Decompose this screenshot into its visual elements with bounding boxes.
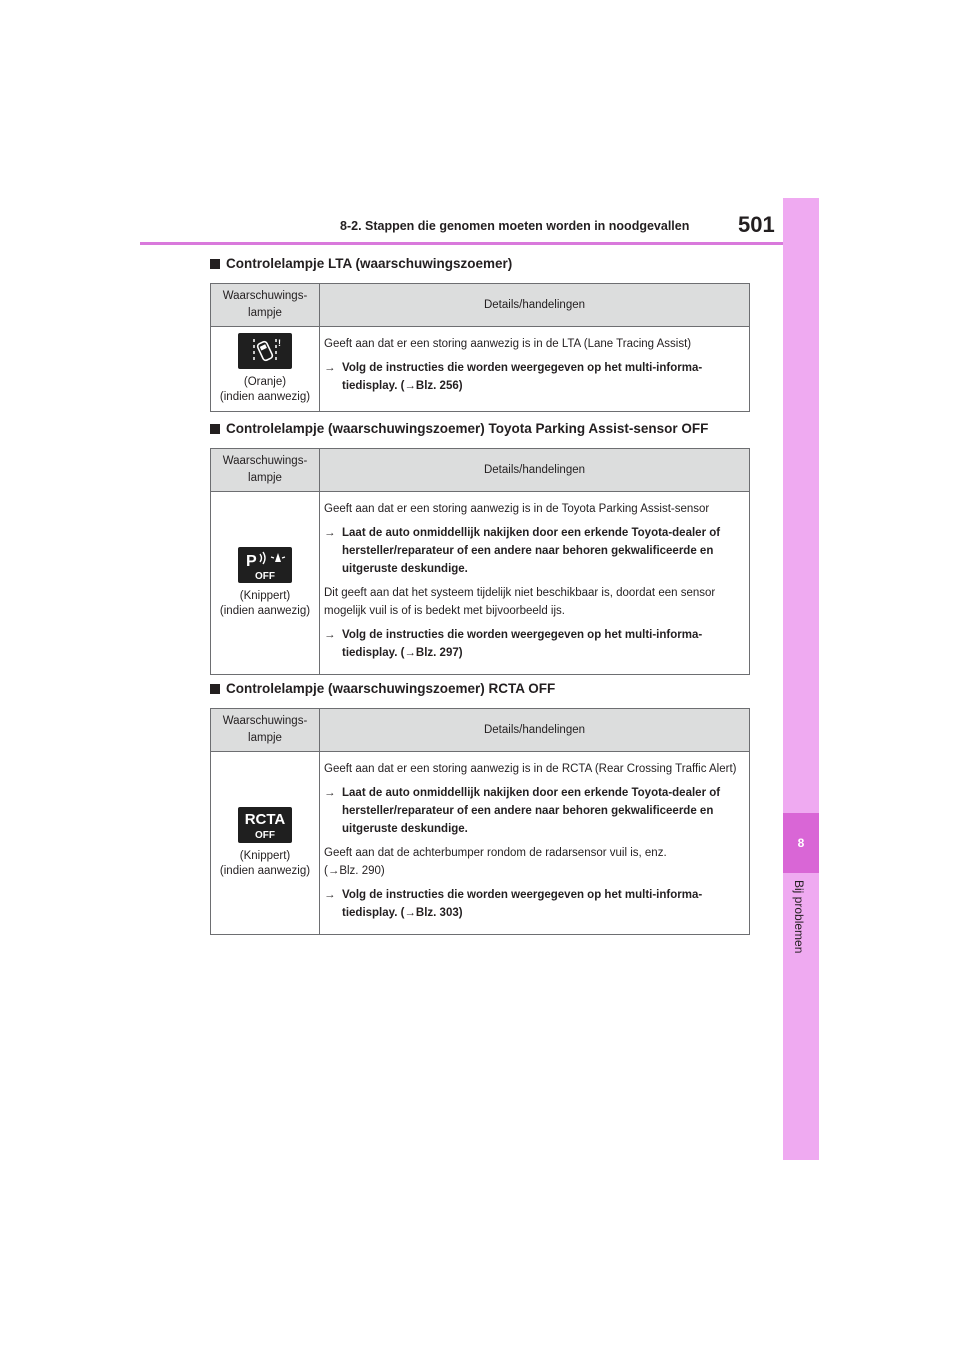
bullet-square-icon bbox=[210, 684, 220, 694]
arrow-icon: → bbox=[324, 629, 336, 641]
detail-text: Geeft aan dat er een storing aanwezig is in de RCTA (Rear Crossing Traffic Alert) bbox=[324, 763, 737, 775]
lamp-cell bbox=[211, 752, 320, 935]
lamp-cell bbox=[211, 327, 320, 412]
page-number: 501 bbox=[738, 212, 775, 237]
chapter-number: 8 bbox=[783, 813, 819, 873]
col-header-lamp: Waarschuwings- lampje bbox=[211, 449, 320, 492]
arrow-icon: → bbox=[324, 787, 336, 799]
page-reference: (→Blz. 290) bbox=[324, 865, 385, 877]
col-header-details: Details/handelingen bbox=[320, 709, 750, 752]
lamp-availability-note: (indien aanwezig) bbox=[219, 391, 311, 403]
instruction-text: Volg de instructies die worden weergegeven op het multi-informatiedisplay. (→Blz. 303) bbox=[342, 889, 703, 919]
section-heading-lta bbox=[210, 256, 512, 271]
detail-text: Geeft aan dat de achterbumper rondom de radarsensor vuil is, enz. bbox=[324, 847, 667, 859]
rcta-off-icon bbox=[238, 807, 292, 843]
instruction-item bbox=[324, 626, 744, 662]
detail-text: Geeft aan dat er een storing aanwezig is in de LTA (Lane Tracing Assist) bbox=[324, 338, 692, 350]
arrow-icon: → bbox=[324, 527, 336, 539]
instruction-item bbox=[324, 524, 744, 578]
svg-text:!: ! bbox=[278, 338, 281, 348]
arrow-icon: → bbox=[324, 362, 336, 374]
col-header-details: Details/handelingen bbox=[320, 449, 750, 492]
instruction-text: Volg de instructies die worden weergegeven op het multi-informatiedisplay. (→Blz. 256) bbox=[342, 362, 703, 392]
table-header-row bbox=[211, 284, 750, 327]
detail-text: Dit geeft aan dat het systeem tijdelijk niet beschikbaar is, doordat een sensor mogelijk vuil is of is bedekt met bijvoorbeeld ijs. bbox=[324, 587, 716, 617]
instruction-item bbox=[324, 886, 744, 922]
warning-table-rcta bbox=[210, 708, 750, 935]
warning-table-lta bbox=[210, 283, 750, 412]
details-cell bbox=[320, 327, 750, 412]
lta-warning-icon bbox=[238, 333, 292, 369]
instruction-text: Laat de auto onmiddellijk nakijken door een erkende Toyota-dealer of hersteller/reparateur of een andere naar behoren gekwalificeerde en uitgeruste deskundige. bbox=[342, 527, 721, 575]
page-section-title: 8-2. Stappen die genomen moeten worden in noodgevallen bbox=[340, 219, 690, 233]
lamp-availability-note: (indien aanwezig) bbox=[219, 605, 311, 617]
icon-label-top: RCTA bbox=[244, 811, 286, 828]
parking-sensor-off-icon bbox=[238, 547, 292, 583]
table-row bbox=[211, 752, 750, 935]
lamp-blink-note: (Knippert) bbox=[239, 850, 291, 862]
instruction-item bbox=[324, 359, 744, 395]
table-row bbox=[211, 327, 750, 412]
lamp-blink-note: (Knippert) bbox=[239, 590, 291, 602]
details-cell bbox=[320, 492, 750, 675]
bullet-square-icon bbox=[210, 259, 220, 269]
section-heading-parking-assist bbox=[210, 421, 708, 436]
lamp-color-note: (Oranje) bbox=[243, 376, 287, 388]
col-header-details: Details/handelingen bbox=[320, 284, 750, 327]
table-header-row bbox=[211, 709, 750, 752]
bullet-square-icon bbox=[210, 424, 220, 434]
svg-text:P: P bbox=[246, 553, 257, 570]
chapter-side-tab bbox=[783, 198, 819, 1160]
arrow-icon: → bbox=[324, 889, 336, 901]
icon-label: OFF bbox=[255, 571, 275, 582]
warning-table-parking-assist bbox=[210, 448, 750, 675]
col-header-lamp: Waarschuwings- lampje bbox=[211, 284, 320, 327]
chapter-label: Bij problemen bbox=[792, 880, 806, 954]
table-header-row bbox=[211, 449, 750, 492]
detail-text: Geeft aan dat er een storing aanwezig is in de Toyota Parking Assist-sensor bbox=[324, 503, 710, 515]
table-row bbox=[211, 492, 750, 675]
section-heading-text: Controlelampje LTA (waarschuwingszoemer) bbox=[226, 256, 513, 271]
header-divider bbox=[140, 242, 783, 245]
lamp-availability-note: (indien aanwezig) bbox=[219, 865, 311, 877]
details-cell bbox=[320, 752, 750, 935]
instruction-item bbox=[324, 784, 744, 838]
section-heading-rcta bbox=[210, 681, 555, 696]
section-heading-text: Controlelampje (waarschuwingszoemer) Toyota Parking Assist-sensor OFF bbox=[226, 421, 709, 436]
instruction-text: Volg de instructies die worden weergegeven op het multi-informatiedisplay. (→Blz. 297) bbox=[342, 629, 703, 659]
col-header-lamp: Waarschuwings- lampje bbox=[211, 709, 320, 752]
icon-label-bottom: OFF bbox=[255, 830, 275, 841]
lamp-cell bbox=[211, 492, 320, 675]
section-heading-text: Controlelampje (waarschuwingszoemer) RCTA OFF bbox=[226, 681, 556, 696]
instruction-text: Laat de auto onmiddellijk nakijken door een erkende Toyota-dealer of hersteller/reparateur of een andere naar behoren gekwalificeerde en uitgeruste deskundige. bbox=[342, 787, 721, 835]
